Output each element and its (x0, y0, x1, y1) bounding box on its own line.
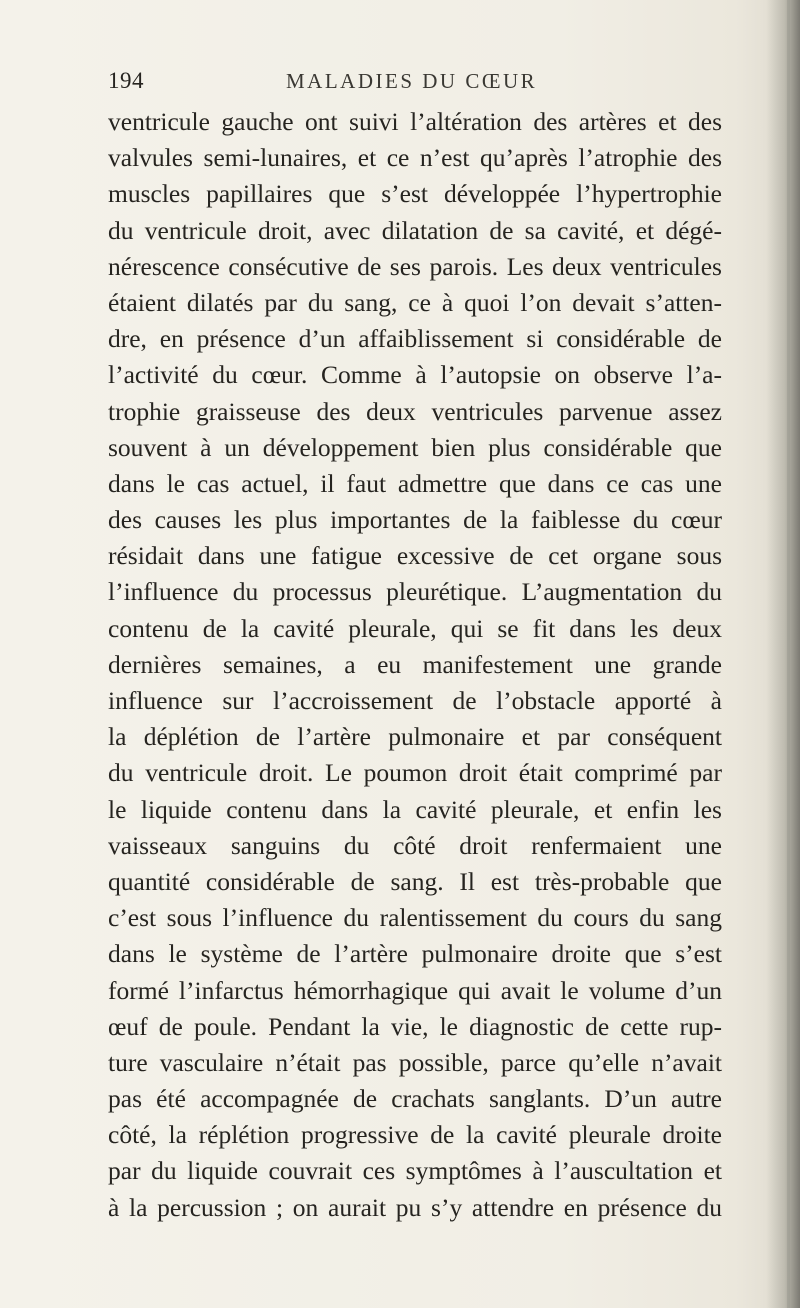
text-line: contenu de la cavité pleurale, qui se fit dans les deux (108, 613, 722, 643)
text-line: par du liquide couvrait ces symptômes à l’auscultation et (108, 1156, 722, 1186)
text-line: souvent à un développement bien plus considérable que (108, 432, 722, 462)
text-line: résidait dans une fatigue excessive de cet organe sous (108, 541, 722, 571)
text-line: valvules semi-lunaires, et ce n’est qu’après l’atrophie des (108, 143, 722, 173)
running-head (108, 68, 718, 104)
body-text (108, 104, 722, 1226)
text-line: à la percussion ; on aurait pu s’y attendre en présence du (108, 1192, 722, 1222)
text-line: œuf de poule. Pendant la vie, le diagnostic de cette rup- (108, 1011, 722, 1041)
text-line: côté, la réplétion progressive de la cavité pleurale droite (108, 1120, 722, 1150)
text-line: l’activité du cœur. Comme à l’autopsie on observe l’a- (108, 360, 722, 390)
text-line: étaient dilatés par du sang, ce à quoi l’on devait s’atten- (108, 287, 722, 317)
text-line: des causes les plus importantes de la faiblesse du cœur (108, 505, 722, 535)
text-line: le liquide contenu dans la cavité pleurale, et enfin les (108, 794, 722, 824)
text-line: nérescence consécutive de ses parois. Les deux ventricules (108, 251, 722, 281)
text-line: vaisseaux sanguins du côté droit renfermaient une (108, 830, 722, 860)
text-line: trophie graisseuse des deux ventricules parvenue assez (108, 396, 722, 426)
text-line: dre, en présence d’un affaiblissement si considérable de (108, 324, 722, 354)
text-line: dans le système de l’artère pulmonaire droite que s’est (108, 939, 722, 969)
text-line: pas été accompagnée de crachats sanglants. D’un autre (108, 1084, 722, 1114)
page-number: 194 (108, 68, 144, 93)
page-edge (787, 0, 790, 1308)
text-line: dernières semaines, a eu manifestement une grande (108, 649, 722, 679)
text-line: quantité considérable de sang. Il est très-probable que (108, 866, 722, 896)
text-line: l’influence du processus pleurétique. L’augmentation du (108, 577, 722, 607)
text-line: muscles papillaires que s’est développée l’hypertrophie (108, 179, 722, 209)
text-line: influence sur l’accroissement de l’obstacle apporté à (108, 686, 722, 715)
text-line: ture vasculaire n’était pas possible, parce qu’elle n’avait (108, 1047, 722, 1077)
text-line: c’est sous l’influence du ralentissement du cours du sang (108, 903, 722, 933)
text-line: la déplétion de l’artère pulmonaire et par conséquent (108, 722, 722, 752)
text-line: dans le cas actuel, il faut admettre que dans ce cas une (108, 468, 722, 498)
text-line: formé l’infarctus hémorrhagique qui avait le volume d’un (108, 975, 722, 1005)
text-line: ventricule gauche ont suivi l’altération des artères et des (108, 107, 722, 136)
running-title: MALADIES DU CŒUR (286, 69, 538, 93)
text-line: du ventricule droit, avec dilatation de sa cavité, et dégé- (108, 215, 722, 245)
text-line: du ventricule droit. Le poumon droit était comprimé par (108, 758, 722, 788)
binding-shadow (766, 0, 800, 1308)
